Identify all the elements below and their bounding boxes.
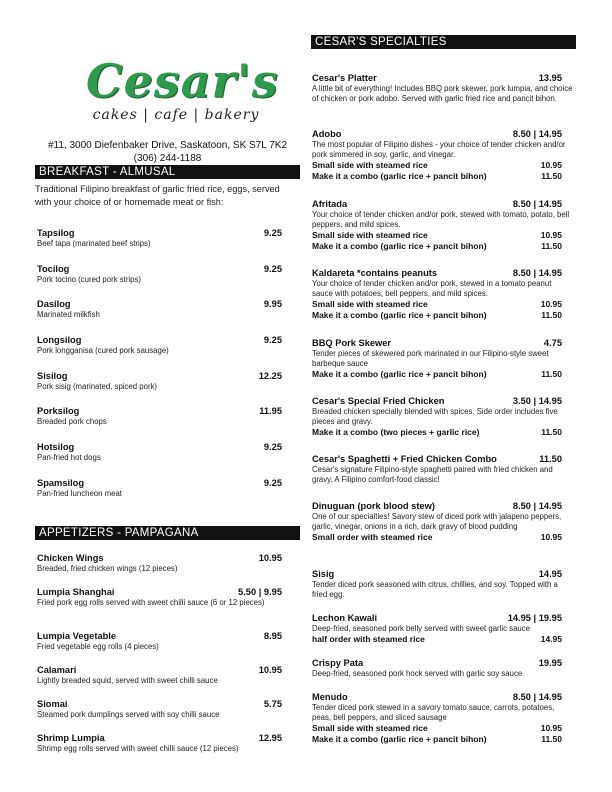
item-header bbox=[37, 553, 282, 564]
item-price: 9.95 bbox=[263, 299, 282, 309]
item-price: 8.50 | 14.95 bbox=[512, 268, 562, 278]
item-header bbox=[312, 396, 574, 407]
item-option bbox=[312, 171, 574, 182]
logo-wordmark: Cesar's bbox=[86, 54, 279, 108]
item-header bbox=[37, 733, 282, 744]
menu-item bbox=[312, 338, 574, 380]
menu-item bbox=[37, 335, 282, 356]
item-price: 8.95 bbox=[263, 631, 282, 641]
menu-item bbox=[37, 442, 282, 463]
option-price: 11.50 bbox=[541, 427, 562, 437]
item-description: Tender diced pork stewed in a savory tomato sauce, carrots, potatoes, peas, bell peppers, and sliced sausage bbox=[312, 703, 555, 722]
item-description: One of our specialties! Savory stew of diced pork with jalapeno peppers, garlic, vinegar, onions in a rich, dark gravy of blood pudding bbox=[312, 512, 562, 531]
item-price: 11.95 bbox=[259, 406, 282, 416]
item-option bbox=[312, 310, 574, 321]
item-header bbox=[37, 442, 282, 453]
option-label: Small side with steamed rice bbox=[312, 299, 428, 309]
item-description: Pan-fried hot dogs bbox=[37, 453, 101, 462]
item-description: Deep-fried, seasoned pork hock served with garlic soy sauce bbox=[312, 669, 523, 678]
item-header bbox=[37, 335, 282, 346]
menu-item bbox=[37, 553, 282, 574]
item-header bbox=[37, 371, 282, 382]
menu-item bbox=[312, 396, 574, 438]
menu-item bbox=[312, 199, 574, 251]
item-header bbox=[312, 73, 574, 84]
menu-item bbox=[37, 699, 282, 720]
menu-item bbox=[37, 406, 282, 427]
address-block bbox=[35, 139, 300, 165]
item-price: 3.50 | 14.95 bbox=[512, 396, 562, 406]
item-name: Dinuguan (pork blood stew) bbox=[312, 501, 435, 511]
item-option bbox=[312, 299, 574, 310]
item-name: Sisig bbox=[312, 569, 335, 579]
item-header bbox=[312, 692, 574, 703]
menu-item bbox=[312, 501, 574, 543]
option-label: Make it a combo (two pieces + garlic rice) bbox=[312, 427, 480, 437]
item-price: 8.50 | 14.95 bbox=[512, 692, 562, 702]
item-description: Fried vegetable egg rolls (4 pieces) bbox=[37, 642, 159, 651]
menu-item bbox=[312, 454, 574, 485]
item-name: Dasilog bbox=[37, 299, 71, 309]
item-description: Marinated milkfish bbox=[37, 310, 100, 319]
cesars-logo bbox=[86, 54, 279, 135]
option-price: 10.95 bbox=[540, 532, 562, 542]
breakfast-intro: Traditional Filipino breakfast of garlic fried rice, eggs, served with your choice of or homemade meat or fish: bbox=[35, 184, 280, 207]
item-header bbox=[312, 613, 574, 624]
item-header bbox=[37, 228, 282, 239]
specialties-header: CESAR'S SPECIALTIES bbox=[311, 35, 576, 49]
item-name: Cesar's Platter bbox=[312, 73, 377, 83]
item-description: Breaded chicken specially blended with spices. Side order includes five pieces and gravy. bbox=[312, 407, 558, 426]
option-label: Make it a combo (garlic rice + pancit bihon) bbox=[312, 309, 487, 320]
item-name: Porksilog bbox=[37, 406, 80, 416]
item-description: Lightly breaded squid, served with sweet chilli sauce bbox=[37, 676, 218, 685]
item-name: Menudo bbox=[312, 692, 348, 702]
option-label: Small side with steamed rice bbox=[312, 723, 428, 733]
item-price: 14.95 bbox=[538, 569, 562, 579]
item-option bbox=[312, 369, 574, 380]
item-description: Pork sisig (marinated, spiced pork) bbox=[37, 382, 158, 391]
item-price: 9.25 bbox=[263, 478, 282, 488]
item-price: 13.95 bbox=[538, 73, 562, 83]
option-price: 10.95 bbox=[540, 230, 562, 240]
option-label: Small side with steamed rice bbox=[312, 230, 428, 240]
item-name: Kaldareta *contains peanuts bbox=[312, 268, 438, 278]
item-header bbox=[312, 501, 574, 512]
item-header bbox=[37, 665, 282, 676]
item-header bbox=[37, 478, 282, 489]
item-name: Lechon Kawali bbox=[312, 613, 378, 623]
menu-item bbox=[37, 587, 282, 608]
item-option bbox=[312, 241, 574, 252]
item-name: Tapsilog bbox=[37, 228, 75, 238]
item-header bbox=[312, 199, 574, 210]
item-header bbox=[312, 658, 574, 669]
option-label: Small side with steamed rice bbox=[312, 160, 428, 170]
option-price: 11.50 bbox=[541, 369, 562, 379]
breakfast-header: BREAKFAST - ALMUSAL bbox=[35, 165, 300, 179]
item-price: 19.95 bbox=[538, 658, 562, 668]
menu-item bbox=[312, 569, 574, 600]
item-option bbox=[312, 734, 574, 745]
item-header bbox=[37, 406, 282, 417]
item-name: Hotsilog bbox=[37, 442, 75, 452]
item-name: Cesar's Special Fried Chicken bbox=[312, 396, 445, 406]
item-header bbox=[37, 299, 282, 310]
menu-item bbox=[312, 613, 574, 645]
item-name: Shrimp Lumpia bbox=[37, 733, 105, 743]
item-price: 10.95 bbox=[258, 665, 282, 675]
option-price: 11.50 bbox=[541, 733, 562, 744]
item-name: Adobo bbox=[312, 129, 342, 139]
item-option bbox=[312, 160, 574, 171]
item-name: Spamsilog bbox=[37, 478, 85, 488]
item-header bbox=[312, 338, 574, 349]
item-price: 10.95 bbox=[258, 553, 282, 563]
item-name: Cesar's Spaghetti + Fried Chicken Combo bbox=[312, 454, 497, 464]
option-price: 10.95 bbox=[540, 299, 562, 309]
item-description: Fried pork egg rolls served with sweet chilli sauce (6 or 12 pieces) bbox=[37, 598, 265, 607]
menu-item bbox=[312, 268, 574, 320]
item-option bbox=[312, 532, 574, 543]
item-price: 9.25 bbox=[263, 264, 282, 274]
item-price: 5.75 bbox=[263, 699, 282, 709]
phone-number: (306) 244-1188 bbox=[133, 153, 202, 164]
appetizers-header: APPETIZERS - PAMPAGANA bbox=[35, 526, 300, 540]
item-name: Calamari bbox=[37, 665, 77, 675]
item-price: 5.50 | 9.95 bbox=[238, 587, 282, 597]
item-price: 9.25 bbox=[263, 228, 282, 238]
item-price: 9.25 bbox=[263, 442, 282, 452]
item-header bbox=[37, 264, 282, 275]
item-name: Lumpia Shanghai bbox=[37, 587, 115, 597]
option-label: half order with steamed rice bbox=[312, 634, 425, 644]
item-name: Longsilog bbox=[37, 335, 82, 345]
item-price: 14.95 | 19.95 bbox=[507, 613, 562, 623]
item-price: 8.50 | 14.95 bbox=[512, 501, 562, 511]
item-price: 4.75 bbox=[543, 338, 562, 348]
item-description: Cesar's signature Filipino-style spaghetti paired with fried chicken and gravy. A Filipino comfort-food classic! bbox=[312, 465, 553, 484]
item-header bbox=[37, 631, 282, 642]
menu-item bbox=[312, 129, 574, 181]
option-price: 11.50 bbox=[541, 309, 562, 320]
item-option bbox=[312, 427, 574, 438]
item-price: 8.50 | 14.95 bbox=[512, 199, 562, 209]
item-price: 8.50 | 14.95 bbox=[512, 129, 562, 139]
item-price: 12.95 bbox=[258, 733, 282, 743]
street-address: #11, 3000 Diefenbaker Drive, Saskatoon, SK S7L 7K2 bbox=[47, 140, 288, 151]
menu-item bbox=[37, 665, 282, 686]
option-label: Make it a combo (garlic rice + pancit bihon) bbox=[312, 369, 487, 379]
option-label: Make it a combo (garlic rice + pancit bihon) bbox=[312, 733, 487, 744]
item-price: 11.50 bbox=[539, 454, 562, 464]
option-price: 14.95 bbox=[540, 634, 562, 644]
item-name: Crispy Pata bbox=[312, 658, 364, 668]
item-option bbox=[312, 634, 574, 645]
item-name: Sisilog bbox=[37, 371, 68, 381]
item-description: Your choice of tender chicken and/or pork, stewed with tomato, potato, bell peppers, and mild spices. bbox=[312, 210, 570, 229]
menu-item bbox=[37, 228, 282, 249]
item-header bbox=[37, 587, 282, 598]
item-header bbox=[312, 454, 574, 465]
item-description: Shrimp egg rolls served with sweet chilli sauce (12 pieces) bbox=[37, 744, 239, 753]
item-description: Tender diced pork seasoned with citrus, chillies, and soy. Topped with a fried egg. bbox=[312, 580, 558, 599]
item-name: Afritada bbox=[312, 199, 348, 209]
item-description: Steamed pork dumplings served with soy chilli sauce bbox=[37, 710, 220, 719]
option-label: Make it a combo (garlic rice + pancit bihon) bbox=[312, 240, 487, 251]
menu-item bbox=[37, 371, 282, 392]
item-name: BBQ Pork Skewer bbox=[312, 338, 392, 348]
item-description: The most popular of Filipino dishes - your choice of tender chicken and/or pork simmered in soy, garlic, and vinegar. bbox=[312, 140, 566, 159]
item-price: 12.25 bbox=[258, 371, 282, 381]
item-name: Tocilog bbox=[37, 264, 70, 274]
menu-item bbox=[312, 73, 574, 104]
option-price: 10.95 bbox=[540, 160, 562, 170]
logo-tagline: cakes | cafe | bakery bbox=[92, 107, 260, 123]
item-name: Siomai bbox=[37, 699, 68, 709]
option-price: 11.50 bbox=[541, 170, 562, 181]
item-description: Beef tapa (marinated beef strips) bbox=[37, 239, 151, 248]
menu-item bbox=[37, 299, 282, 320]
menu-item bbox=[312, 692, 574, 744]
option-price: 10.95 bbox=[540, 723, 562, 733]
item-price: 9.25 bbox=[263, 335, 282, 345]
item-description: A little bit of everything! Includes BBQ pork skewer, pork lumpia, and choice of chicken or pork adobo. Served with garlic fried rice and pancit bihon. bbox=[312, 84, 573, 103]
item-description: Pork longganisa (cured pork sausage) bbox=[37, 346, 169, 355]
item-option bbox=[312, 230, 574, 241]
item-name: Lumpia Vegetable bbox=[37, 631, 117, 641]
item-header bbox=[37, 699, 282, 710]
option-label: Make it a combo (garlic rice + pancit bihon) bbox=[312, 170, 487, 181]
option-price: 11.50 bbox=[541, 240, 562, 251]
item-description: Your choice of tender chicken and/or pork, stewed in a tomato peanut sauce with potatoes, bell peppers, and mild spices. bbox=[312, 279, 552, 298]
item-description: Pork tocino (cured pork strips) bbox=[37, 275, 141, 284]
item-header bbox=[312, 268, 574, 279]
menu-item bbox=[312, 658, 574, 679]
menu-item bbox=[37, 264, 282, 285]
item-description: Breaded, fried chicken wings (12 pieces) bbox=[37, 564, 178, 573]
item-description: Breaded pork chops bbox=[37, 417, 107, 426]
item-name: Chicken Wings bbox=[37, 553, 104, 563]
item-header bbox=[312, 569, 574, 580]
item-option bbox=[312, 723, 574, 734]
menu-item bbox=[37, 478, 282, 499]
item-description: Deep-fried, seasoned pork belly served with sweet garlic sauce bbox=[312, 624, 530, 633]
option-label: Small order with steamed rice bbox=[312, 532, 433, 542]
menu-item bbox=[37, 733, 282, 754]
item-description: Tender pieces of skewered pork marinated in our Filipino-style sweet barbeque sauce bbox=[312, 349, 549, 368]
menu-item bbox=[37, 631, 282, 652]
item-header bbox=[312, 129, 574, 140]
item-description: Pan-fried luncheon meat bbox=[37, 489, 122, 498]
